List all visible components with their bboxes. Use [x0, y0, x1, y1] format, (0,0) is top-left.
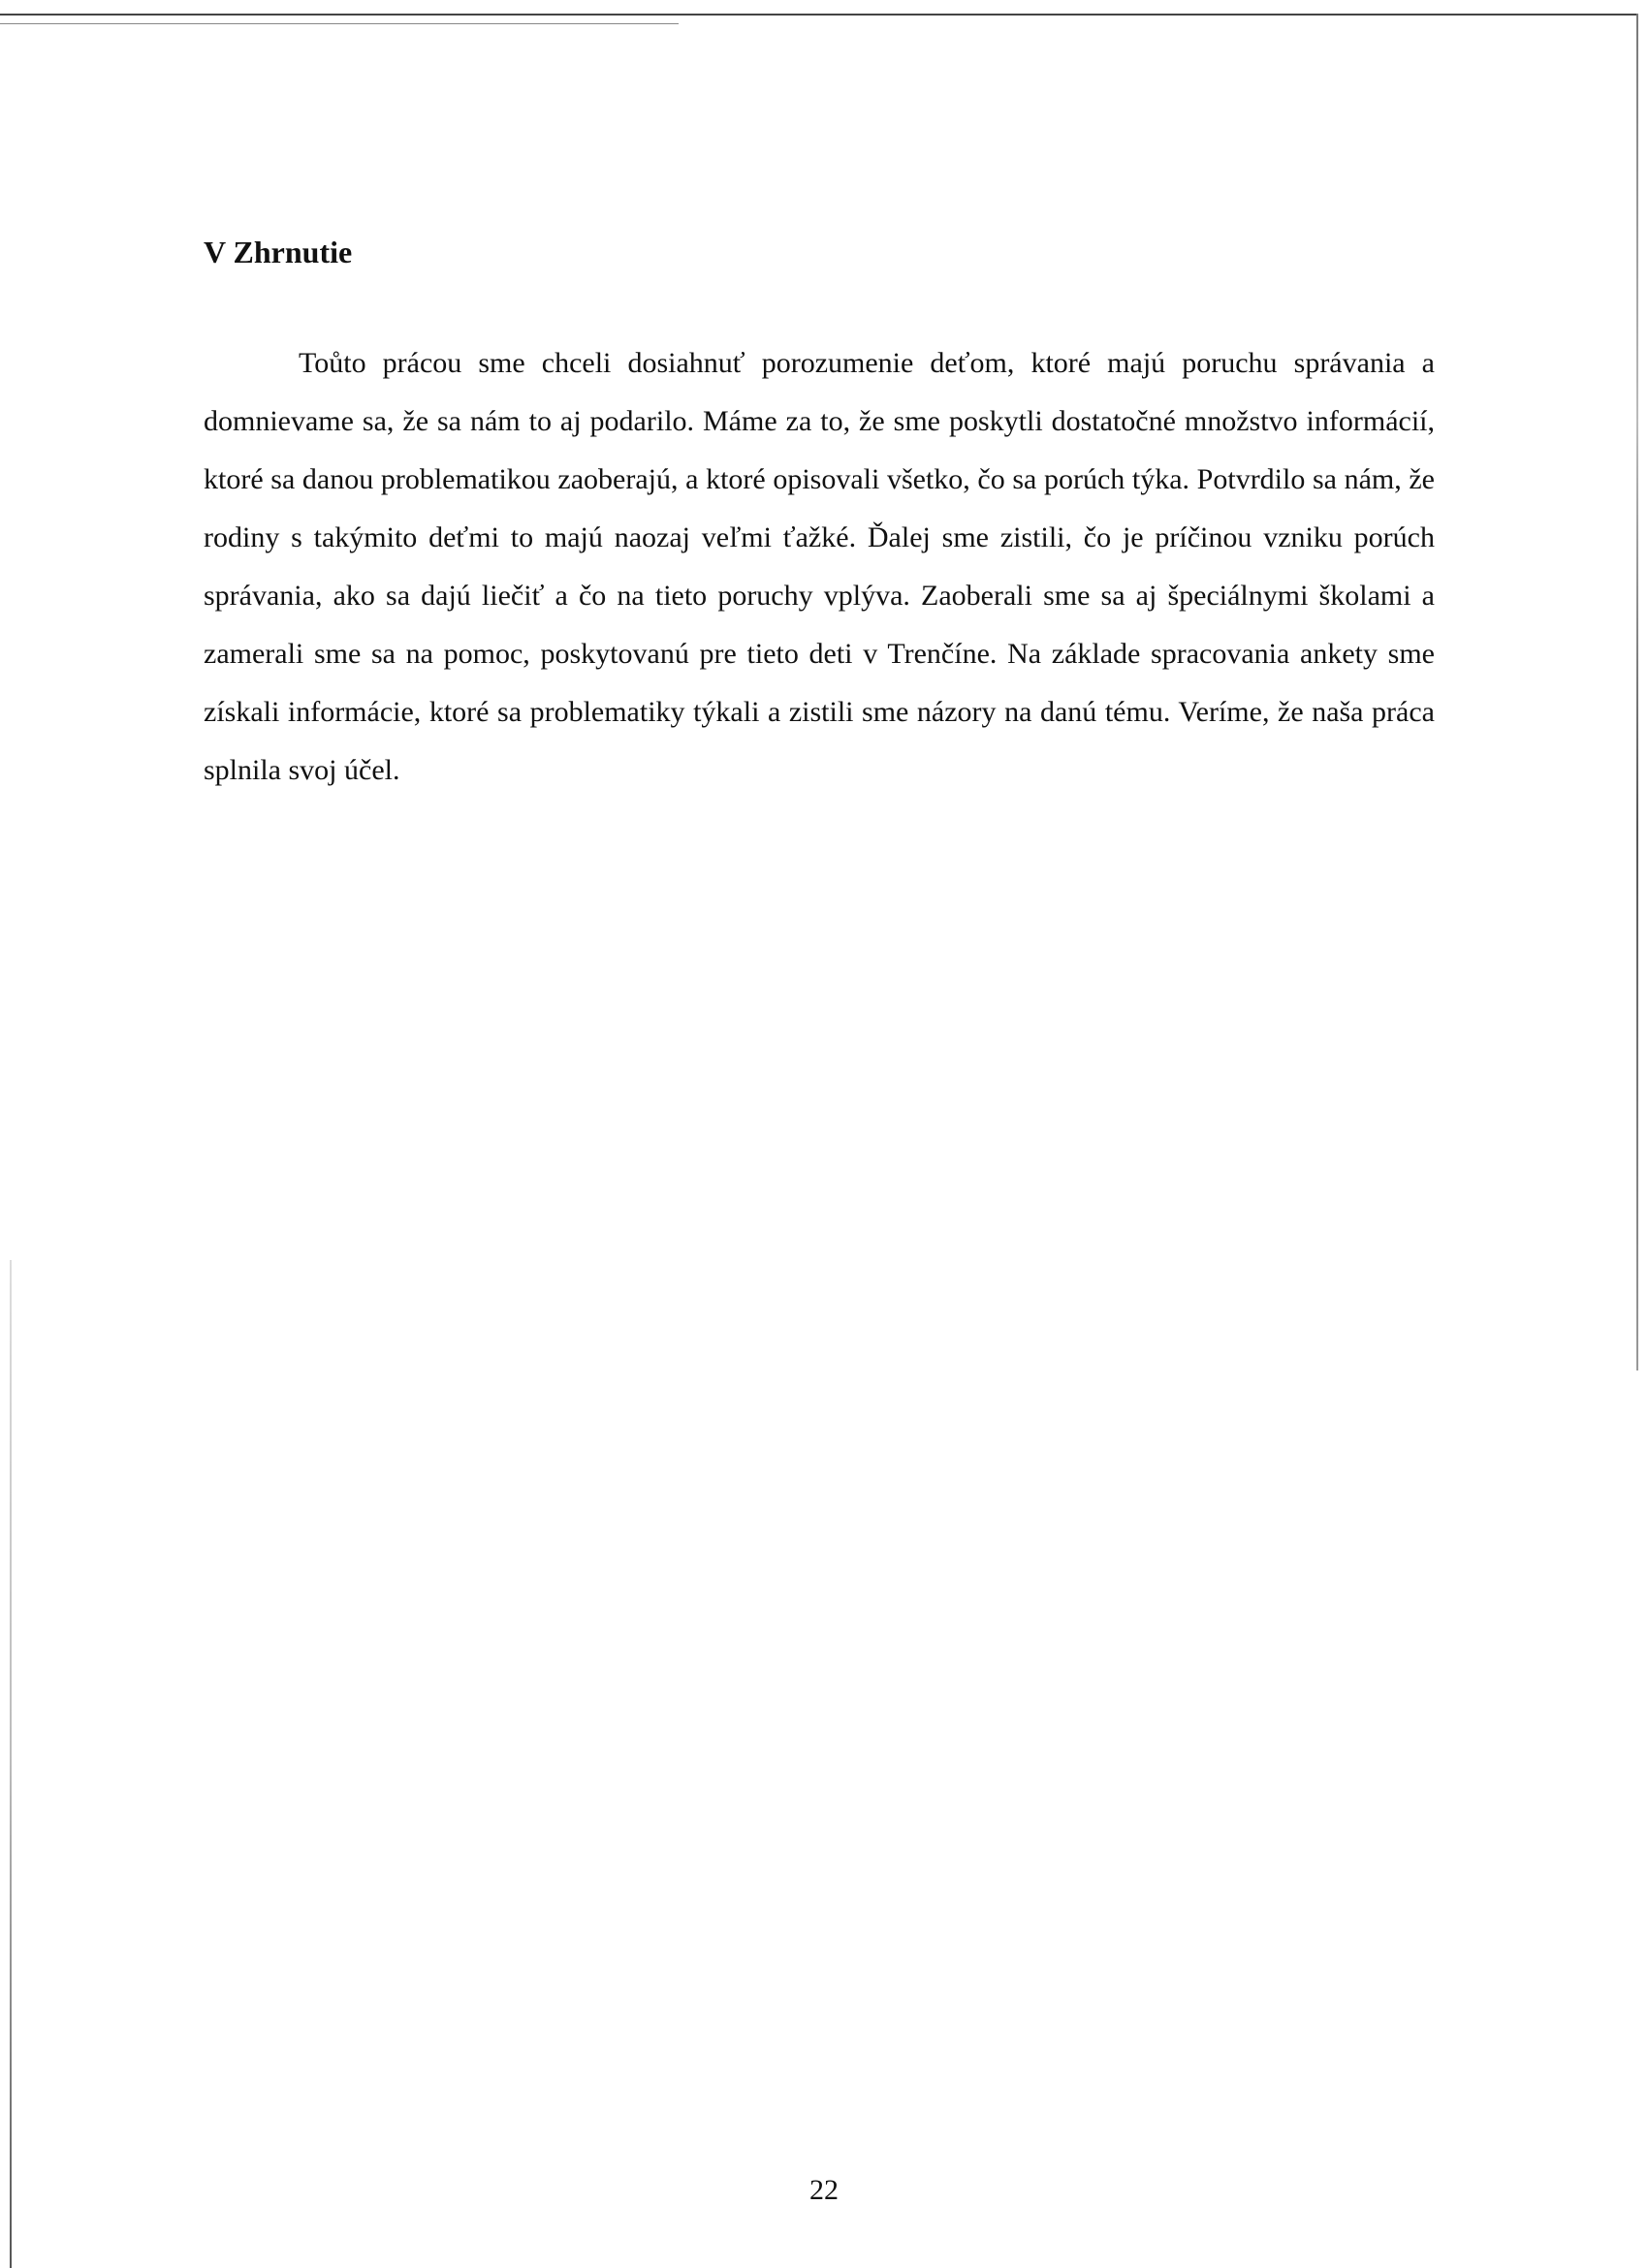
- scan-left-edge: [10, 1260, 12, 2268]
- summary-paragraph: Toůto prácou sme chceli dosiahnuť porozumenie deťom, ktoré majú poruchu správania a domnievame sa, že sa nám to aj podarilo. Máme za to, že sme poskytli dostatočné množstvo informácií, ktoré sa danou problematikou zaoberajú, a ktoré opisovali všetko, čo sa porúch týka. Potvrdilo sa nám, že rodiny s takýmito deťmi to majú naozaj veľmi ťažké. Ďalej sme zistili, čo je príčinou vzniku porúch správania, ako sa dajú liečiť a čo na tieto poruchy vplýva. Zaoberali sme sa aj špeciálnymi školami a zamerali sme sa na pomoc, poskytovanú pre tieto deti v Trenčíne. Na základe spracovania ankety sme získali informácie, ktoré sa problematiky týkali a zistili sme názory na danú tému. Veríme, že naša práca splnila svoj účel.: [204, 347, 1435, 786]
- scan-top-border: [0, 14, 1638, 16]
- section-heading: V Zhrnutie: [204, 235, 353, 269]
- scan-top-border-secondary: [0, 23, 679, 24]
- scan-right-edge: [1636, 14, 1638, 1370]
- page-number: 22: [809, 2174, 839, 2206]
